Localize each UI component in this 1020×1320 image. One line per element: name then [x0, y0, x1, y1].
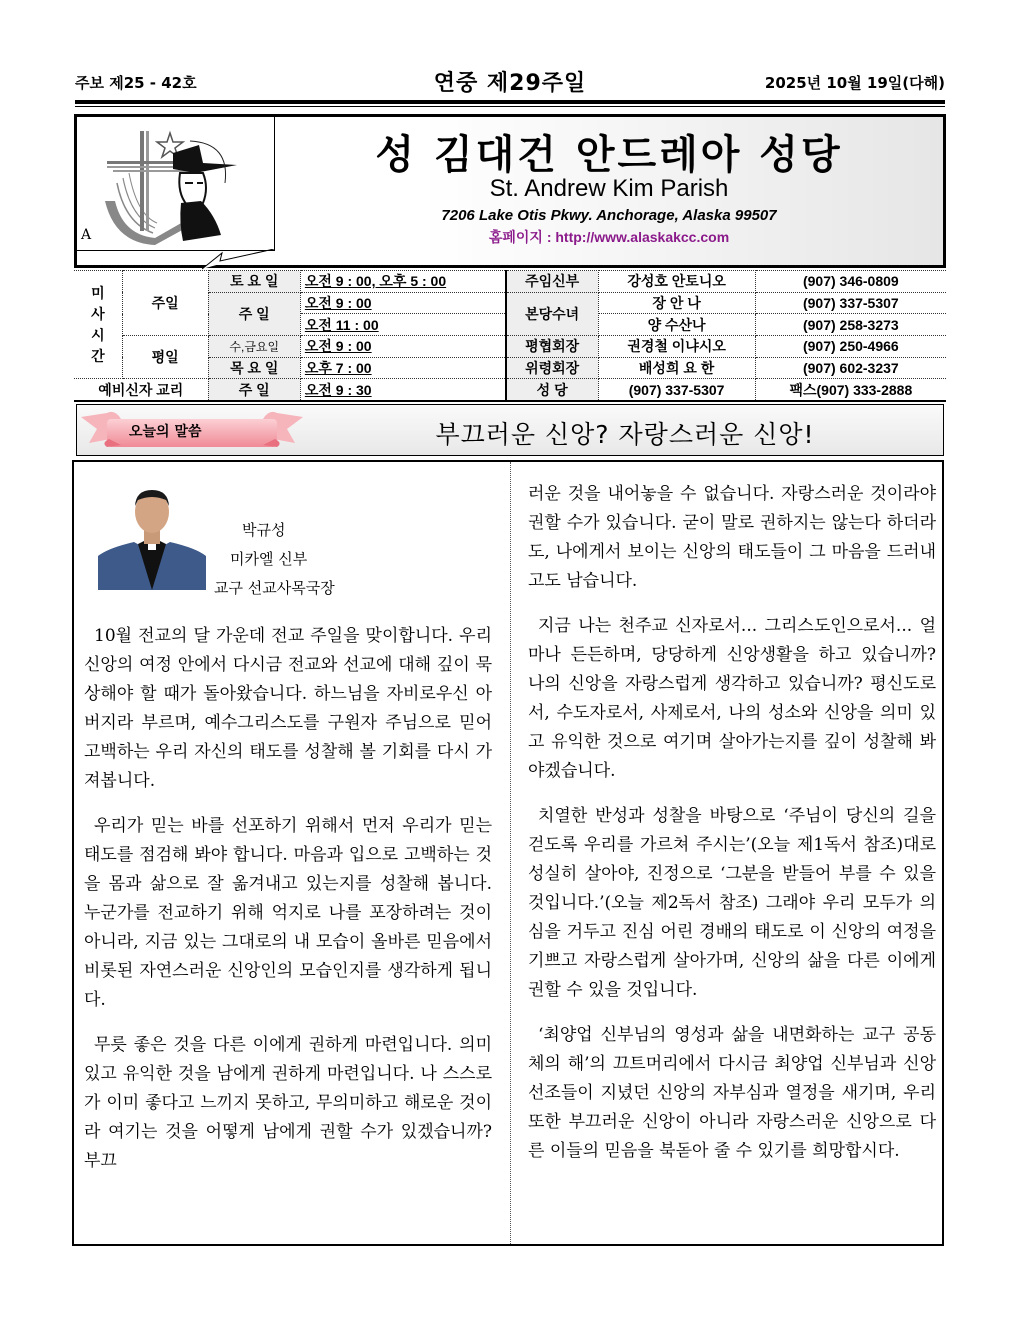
- mass-time-label: 미 사 시 간: [74, 271, 122, 379]
- parish-banner: [74, 114, 946, 268]
- author-photo: [98, 486, 206, 590]
- time-cell: 오전 9 : 30: [300, 379, 505, 401]
- parish-name-english: St. Andrew Kim Parish: [489, 175, 729, 202]
- table-row: [74, 336, 946, 358]
- parish-name-korean: 성 김대건 안드레아 성당: [375, 132, 843, 178]
- table-row: [74, 379, 946, 401]
- parish-logo: [77, 117, 275, 251]
- header-rule-thick: [75, 100, 945, 104]
- article-paragraph: 무릇 좋은 것을 다른 이에게 권하게 마련입니다. 의미 있고 유익한 것을 남에게 권하게 마련입니다. 나 스스로가 이미 좋다고 느끼지 못하고, 무의미하고 해로운 것이라 여기는 것을 어떻게 남에게 권할 수가 있겠습니까? 부끄: [84, 1035, 492, 1171]
- issue-number: 주보 제25 - 42호: [75, 74, 197, 92]
- page-curl-icon: [202, 249, 277, 271]
- phone-cell: (907) 258-3273: [755, 314, 946, 336]
- name-cell: 장 안 나: [598, 292, 755, 314]
- time-cell: 오전 9 : 00: [300, 292, 505, 314]
- mass-schedule-table: [74, 270, 946, 402]
- time-cell: 오전 9 : 00, 오후 5 : 00: [300, 271, 505, 293]
- article-paragraph: 치열한 반성과 성찰을 바탕으로 ‘주님이 당신의 길을 걷도록 우리를 가르쳐 주시는’(오늘 제1독서 참조)대로 성실히 살아야, 진정으로 ‘그분을 받들어 부를 수 있을 것입니다.’(오늘 제2독서 참조) 그래야 우리 모두가 의심을 거두고 진심 어린 경배의 태도로 이 신앙의 여정을 기쁘고 자랑스럽게 살아가며, 신앙의 삶을 다른 이에게 권할 수 있을 것입니다.: [528, 806, 936, 1000]
- author-position: 교구 선교사목국장: [214, 579, 335, 597]
- logo-letter: A: [81, 227, 92, 243]
- article-paragraph: 10월 전교의 달 가운데 전교 주일을 맞이합니다. 우리 신앙의 여정 안에서 다시금 전교와 선교에 대해 깊이 묵상해야 할 때가 돌아왔습니다. 하느님을 자비로우신 아버지라 부르며, 예수그리스도를 구원자 주님으로 믿어 고백하는 우리 자신의 태도를 성찰해 볼 기회를 다시 가져봅니다.: [84, 626, 492, 791]
- day-cell: 수,금요일: [208, 336, 300, 358]
- article-paragraph: 지금 나는 천주교 신자로서... 그리스도인으로서... 얼마나 든든하며, 당당하게 신앙생활을 하고 있습니까? 나의 신앙을 자랑스럽게 생각하고 있습니까? 평신도로서, 수도자로서, 사제로서, 나의 성소와 신앙을 의미 있고 유익한 것으로 여기며 살아가는지를 깊이 성찰해 봐야겠습니다.: [528, 616, 936, 781]
- role-cell: 주임신부: [506, 271, 598, 293]
- time-cell: 오후 7 : 00: [300, 357, 505, 379]
- author-info: [214, 516, 335, 603]
- table-row: [74, 271, 946, 293]
- sermon-article: [72, 460, 944, 1246]
- phone-cell: (907) 346-0809: [755, 271, 946, 293]
- author-block: [84, 462, 492, 622]
- author-title: 미카엘 신부: [230, 550, 308, 568]
- role-cell: 본당수녀: [506, 292, 598, 335]
- time-cell: 오전 9 : 00: [300, 336, 505, 358]
- role-cell: 평협회장: [506, 336, 598, 358]
- name-cell: 강성호 안토니오: [598, 271, 755, 293]
- day-cell: 주 일: [208, 292, 300, 335]
- ribbon-label: 오늘의 말씀: [129, 424, 202, 440]
- catechumen-label: 예비신자 교리: [74, 379, 208, 401]
- article-paragraph: 러운 것을 내어놓을 수 없습니다. 자랑스러운 것이라야 권할 수가 있습니다. 굳이 말로 권하지는 않는다 하더라도, 나에게서 보이는 신앙의 태도들이 그 마음을 드러내고도 남습니다.: [528, 484, 936, 591]
- name-cell: 배성희 요 한: [598, 357, 755, 379]
- parish-homepage-link[interactable]: 홈페이지 : http://www.alaskakcc.com: [488, 229, 730, 245]
- phone-cell: (907) 337-5307: [755, 292, 946, 314]
- weekday-group-label: 평일: [122, 336, 208, 379]
- article-left-column: [84, 462, 492, 1192]
- role-cell: 성 당: [506, 379, 598, 401]
- day-cell: 주 일: [208, 379, 300, 401]
- role-cell: 위령회장: [506, 357, 598, 379]
- liturgical-week-title: 연중 제29주일: [433, 71, 587, 96]
- bulletin-date: 2025년 10월 19일(다해): [764, 74, 945, 92]
- phone-cell: (907) 602-3237: [755, 357, 946, 379]
- todays-word-bar: [76, 404, 944, 456]
- bulletin-header: [75, 66, 945, 96]
- parish-address: 7206 Lake Otis Pkwy. Anchorage, Alaska 99507: [441, 207, 777, 224]
- cross-and-saint-logo-icon: [95, 123, 245, 248]
- column-divider: [510, 462, 511, 1244]
- name-cell: 양 수산나: [598, 314, 755, 336]
- fax-cell: 팩스(907) 333-2888: [755, 379, 946, 401]
- church-phone-cell: (907) 337-5307: [598, 379, 755, 401]
- article-right-column: [528, 480, 936, 1182]
- article-paragraph: ‘최양업 신부님의 영성과 삶을 내면화하는 교구 공동체의 해’의 끄트머리에서 다시금 최양업 신부님과 신앙 선조들이 지녔던 신앙의 자부심과 열정을 새기며, 우리 또한 부끄러운 신앙이 아니라 자랑스러운 신앙으로 다른 이들의 믿음을 북돋아 줄 수 있기를 희망합시다.: [528, 1025, 936, 1161]
- article-paragraph: 우리가 믿는 바를 선포하기 위해서 먼저 우리가 믿는 태도를 점검해 봐야 합니다. 마음과 입으로 고백하는 것을 몸과 삶으로 잘 옮겨내고 있는지를 성찰해 봅니다. 누군가를 전교하기 위해 억지로 나를 포장하려는 것이 아니라, 지금 있는 그대로의 내 모습이 올바른 믿음에서 비롯된 자연스러운 신앙인의 모습인지를 생각하게 됩니다.: [84, 816, 492, 1010]
- day-cell: 토 요 일: [208, 271, 300, 293]
- phone-cell: (907) 250-4966: [755, 336, 946, 358]
- name-cell: 권경철 이냐시오: [598, 336, 755, 358]
- day-cell: 목 요 일: [208, 357, 300, 379]
- time-cell: 오전 11 : 00: [300, 314, 505, 336]
- author-name: 박규성: [242, 521, 286, 539]
- sermon-title: 부끄러운 신앙? 자랑스러운 신앙!: [435, 420, 815, 449]
- header-rule-thin: [75, 106, 945, 107]
- sunday-group-label: 주일: [122, 271, 208, 336]
